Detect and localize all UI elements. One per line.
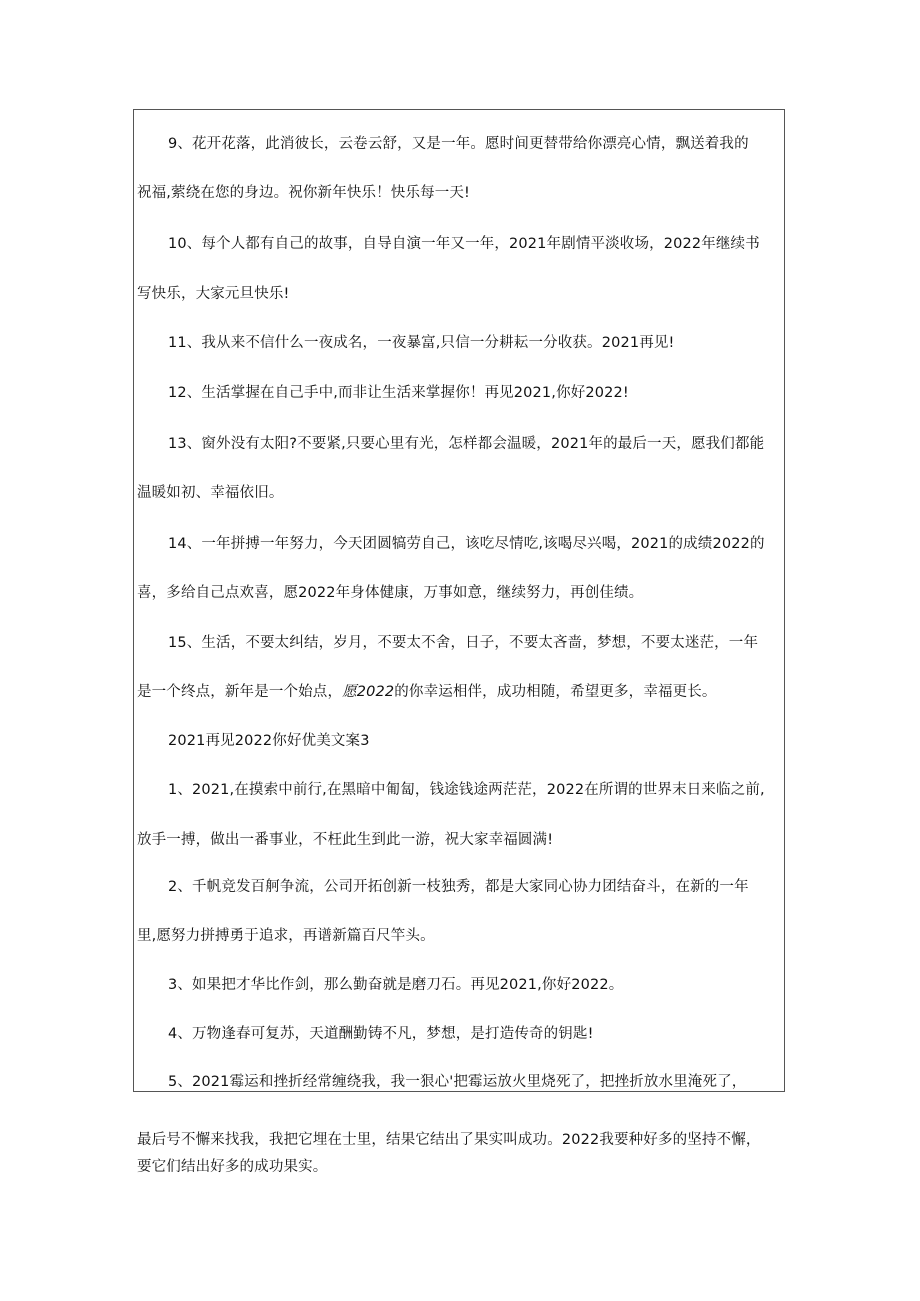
para-9-line-2: 祝福,萦绕在您的身边。祝你新年快乐！快乐每一天! — [137, 185, 471, 201]
item-2-line-2: 里,愿努力拼搏勇于追求，再谱新篇百尺竿头。 — [137, 928, 435, 944]
item-5-line-2: 最后号不懈来找我，我把它埋在士里，结果它结出了果实叫成功。2022我要种好多的坚持不懈， — [137, 1132, 761, 1148]
para-15-line-1: 15、生活，不要太纠结，岁月，不要太不舍，日子，不要太吝啬，梦想，不要太迷茫，一年 — [168, 635, 759, 651]
item-5-line-1: 5、2021霉运和挫折经常缠绕我，我一狠心'把霉运放火里烧死了，把挫折放水里淹死了， — [168, 1074, 747, 1090]
para-10-line-1: 10、每个人都有自己的故事，自导自演一年又一年，2021年剧情平淡收场，2022年继续书 — [168, 236, 760, 252]
para-12-line-1: 12、生活掌握在自己手中,而非让生活来掌握你！再见2021,你好2022! — [168, 385, 629, 401]
para-15-line-2-part-b: 的你幸运相伴，成功相随，希望更多，幸福更长。 — [394, 684, 717, 700]
para-15-line-2-italic: 愿2022 — [342, 684, 395, 700]
para-13-line-2: 温暖如初、幸福依旧。 — [137, 485, 284, 501]
item-1-line-1: 1、2021,在摸索中前行,在黑暗中匍匐，钱途钱途两茫茫，2022在所谓的世界末日来临之前, — [168, 782, 765, 798]
para-14-line-1: 14、一年拼搏一年努力，今天团圆犒劳自己，该吃尽情吃,该喝尽兴喝，2021的成绩2022的 — [168, 536, 765, 552]
para-15-line-2 — [137, 682, 717, 702]
para-14-line-2: 喜，多给自己点欢喜，愿2022年身体健康，万事如意，继续努力，再创佳绩。 — [137, 585, 644, 601]
para-15-line-2-part-a: 是一个终点，新年是一个始点， — [137, 684, 343, 700]
section-heading: 2021再见2022你好优美文案3 — [168, 733, 370, 749]
item-5-line-3: 要它们结出好多的成功果实。 — [137, 1159, 328, 1175]
para-10-line-2: 写快乐，大家元旦快乐! — [137, 286, 290, 302]
para-13-line-1: 13、窗外没有太阳?不要紧,只要心里有光，怎样都会温暖，2021年的最后一天，愿我们都能 — [168, 436, 765, 452]
item-2-line-1: 2、千帆竞发百舸争流，公司开拓创新一枝独秀，都是大家同心协力团结奋斗，在新的一年 — [168, 879, 749, 895]
item-1-line-2: 放手一搏，做出一番事业，不枉此生到此一游，祝大家幸福圆满! — [137, 832, 554, 848]
item-3-line-1: 3、如果把才华比作剑，那么勤奋就是磨刀石。再见2021,你好2022。 — [168, 977, 624, 993]
item-4-line-1: 4、万物逢春可复苏，天道酬勤铸不凡，梦想，是打造传奇的钥匙! — [168, 1026, 594, 1042]
para-11-line-1: 11、我从来不信什么一夜成名，一夜暴富,只信一分耕耘一分收获。2021再见! — [168, 335, 675, 351]
para-9-line-1: 9、花开花落，此消彼长，云卷云舒，又是一年。愿时间更替带给你漂亮心情，飘送着我的 — [168, 136, 749, 152]
